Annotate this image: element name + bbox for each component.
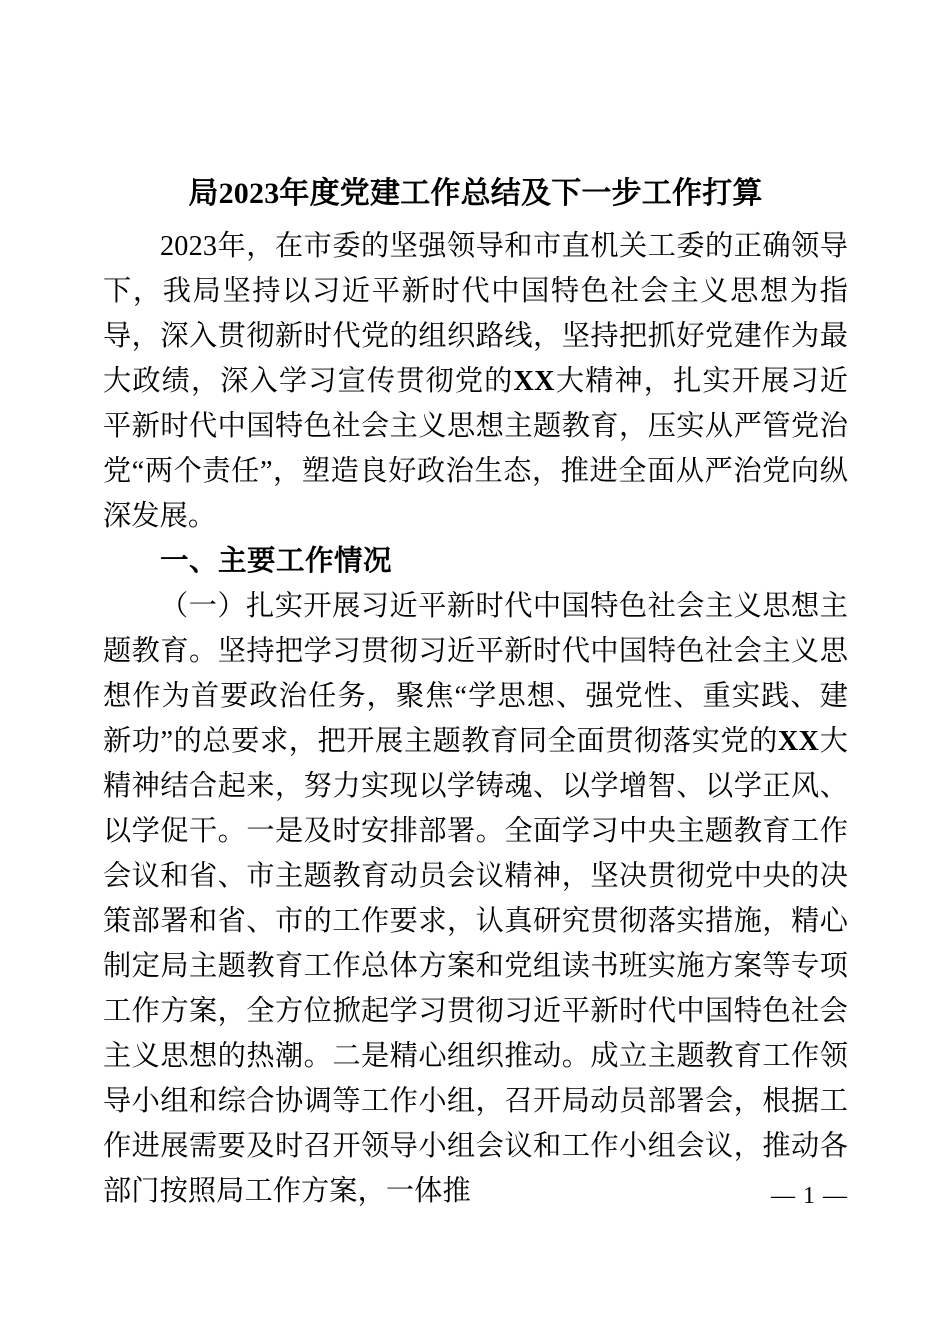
inline-number-run: 2023 [160, 231, 218, 262]
page-title: 局2023年度党建工作总结及下一步工作打算 [188, 177, 763, 210]
inline-number-run: 2023 [218, 177, 280, 210]
inline-latin-run: XX [513, 366, 555, 397]
page-number-footer: — 1 — [771, 1183, 848, 1209]
paragraph-intro: 2023年，在市委的坚强领导和市直机关工委的正确领导下，我局坚持以习近平新时代中国特色社会主义思想为指导，深入贯彻新时代党的组织路线，坚持把抓好党建作为最大政绩，深入学习宣传贯彻党的XX大精神，扎实开展习近平新时代中国特色社会主义思想主题教育，压实从严管党治党“两个责任”，塑造良好政治生态，推进全面从严治党向纵深发展。 [103, 231, 848, 532]
heading-main-work: 一、主要工作情况 [160, 545, 393, 577]
paragraph-section-one: （一）扎实开展习近平新时代中国特色社会主义思想主题教育。坚持把学习贯彻习近平新时代中国特色社会主义思想作为首要政治任务，聚焦“学思想、强党性、重实践、建新功”的总要求，把开展主题教育同全面贯彻落实党的XX大精神结合起来，努力实现以学铸魂、以学增智、以学正风、以学促干。一是及时安排部署。全面学习中央主题教育工作会议和省、市主题教育动员会议精神，坚决贯彻党中央的决策部署和省、市的工作要求，认真研究贯彻落实措施，精心制定局主题教育工作总体方案和党组读书班实施方案等专项工作方案，全方位掀起学习贯彻习近平新时代中国特色社会主义思想的热潮。二是精心组织推动。成立主题教育工作领导小组和综合协调等工作小组，召开局动员部署会，根据工作进展需要及时召开领导小组会议和工作小组会议，推动各部门按照局工作方案，一体推 [103, 591, 848, 1207]
inline-latin-run: XX [777, 726, 820, 757]
document-body [103, 172, 848, 1214]
